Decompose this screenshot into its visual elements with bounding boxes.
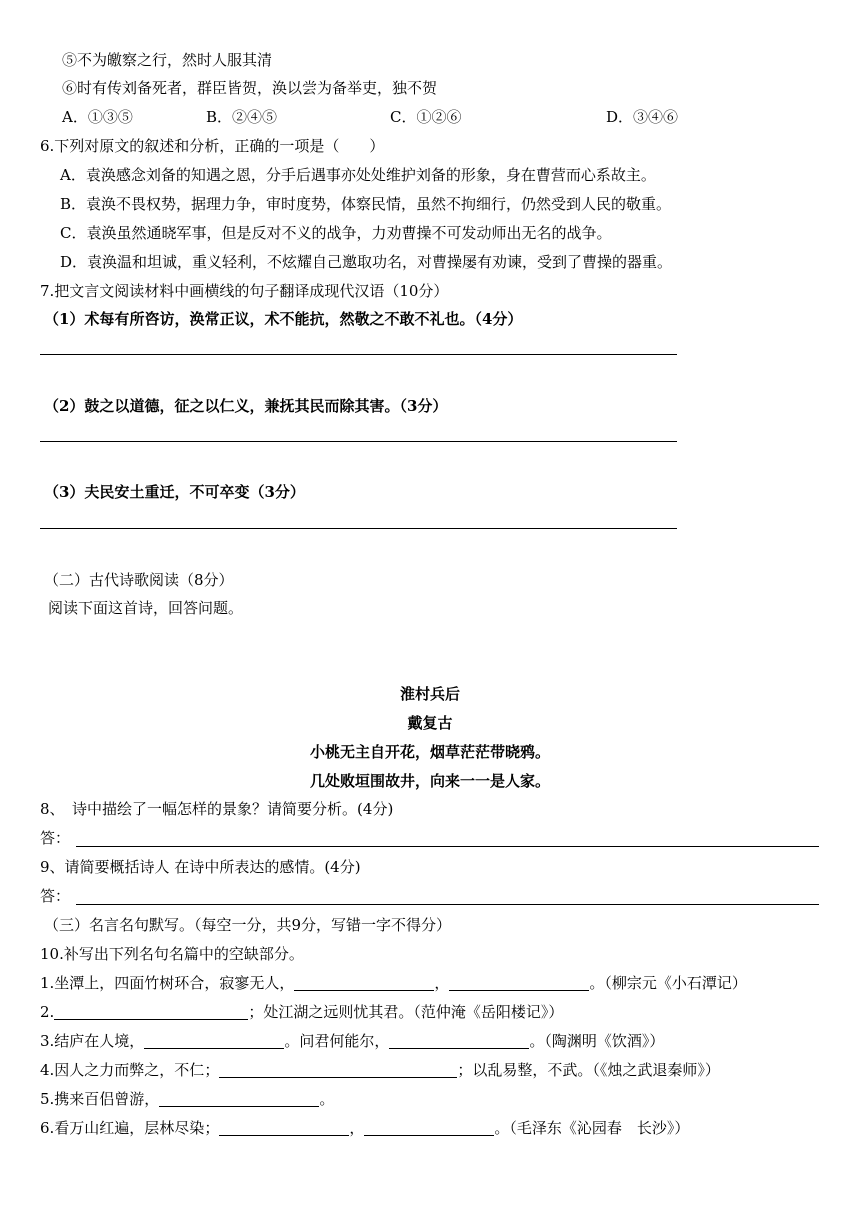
q6-option-c: C．袁涣虽然通晓军事，但是反对不义的战争，力劝曹操不可发动师出无名的战争。	[60, 224, 612, 242]
q6-option-d: D．袁涣温和坦诚，重义轻利，不炫耀自己邀取功名，对曹操屡有劝谏，受到了曹操的器重。	[60, 253, 673, 271]
q9-stem: 9、请简要概括诗人 在诗中所表达的感情。(4分)	[40, 858, 361, 876]
q8-answer-label: 答：	[40, 829, 71, 847]
fill-text: 。问君何能尔，	[284, 1032, 390, 1050]
poem-line-2: 几处败垣围故井，向来一一是人家。	[309, 772, 550, 790]
section-heading: （二）古代诗歌阅读（8分）	[44, 571, 234, 589]
fill-line-4	[40, 1060, 720, 1080]
q5-item-5: ⑤不为皦察之行，然时人服其清	[62, 51, 273, 69]
fill-text: ，	[349, 1119, 365, 1137]
section-heading: （三）名言名句默写。（每空一分，共9分，写错一字不得分）	[44, 916, 452, 934]
fill-text: ；处江湖之远则忧其君。（范仲淹《岳阳楼记》）	[248, 1003, 564, 1021]
fill-line-1	[40, 973, 747, 993]
q5-option-b: B．②④⑤	[206, 108, 278, 126]
fill-line-5	[40, 1089, 334, 1109]
q5-option-d: D．③④⑥	[606, 108, 679, 126]
fill-blank[interactable]	[449, 974, 589, 991]
q7-stem: 7.把文言文阅读材料中画横线的句子翻译成现代汉语（10分）	[40, 282, 449, 300]
fill-text: 。	[319, 1090, 335, 1108]
fill-text: 6.看万山红遍，层林尽染；	[40, 1119, 220, 1137]
fill-blank[interactable]	[294, 974, 434, 991]
poem-line-1: 小桃无主自开花，烟草茫茫带晓鸦。	[309, 743, 550, 761]
answer-line[interactable]	[76, 904, 819, 905]
q5-option-a: A．①③⑤	[62, 108, 133, 126]
q5-item-6: ⑥时有传刘备死者，群臣皆贺，涣以尝为备举吏，独不贺	[62, 79, 438, 97]
q7-item-3: （3）夫民安土重迁，不可卒变（3分）	[44, 483, 305, 501]
answer-line[interactable]	[40, 441, 677, 442]
q6-option-b: B．袁涣不畏权势，据理力争，审时度势，体察民情，虽然不拘细行，仍然受到人民的敬重。	[60, 195, 672, 213]
fill-text: 。（毛泽东《沁园春 长沙》）	[494, 1119, 690, 1137]
fill-text: 1.坐潭上，四面竹树环合，寂寥无人，	[40, 974, 295, 992]
answer-line[interactable]	[40, 528, 677, 529]
fill-text: 2.	[40, 1003, 55, 1021]
fill-blank[interactable]	[219, 1119, 349, 1136]
fill-line-2	[40, 1002, 563, 1022]
fill-blank[interactable]	[219, 1061, 457, 1078]
q9-answer-label: 答：	[40, 887, 71, 905]
answer-line[interactable]	[40, 354, 677, 355]
q6-stem: 6.下列对原文的叙述和分析，正确的一项是（ ）	[40, 137, 385, 155]
fill-blank[interactable]	[54, 1003, 248, 1020]
fill-text: 。（柳宗元《小石潭记）	[589, 974, 747, 992]
fill-text: 4.因人之力而弊之，不仁；	[40, 1061, 220, 1079]
q7-item-2: （2）鼓之以道德，征之以仁义，兼抚其民而除其害。（3分）	[44, 397, 448, 415]
q10-stem: 10.补写出下列名句名篇中的空缺部分。	[40, 945, 304, 963]
fill-text: 。（陶渊明《饮酒》）	[529, 1032, 665, 1050]
fill-line-6	[40, 1118, 689, 1138]
fill-line-3	[40, 1031, 664, 1051]
q7-item-1: （1）术每有所咨访，涣常正议，术不能抗，然敬之不敢不礼也。（4分）	[44, 310, 523, 328]
q5-option-c: C．①②⑥	[390, 108, 462, 126]
fill-text: ；以乱易整，不武。（《烛之武退秦师》）	[457, 1061, 720, 1079]
section-instruction: 阅读下面这首诗，回答问题。	[48, 599, 244, 617]
fill-blank[interactable]	[389, 1032, 529, 1049]
q8-stem: 8、 诗中描绘了一幅怎样的景象？请简要分析。(4分)	[40, 800, 394, 818]
fill-text: 3.结庐在人境，	[40, 1032, 145, 1050]
answer-line[interactable]	[76, 846, 819, 847]
fill-blank[interactable]	[364, 1119, 494, 1136]
q6-option-a: A．袁涣感念刘备的知遇之恩，分手后遇事亦处处维护刘备的形象，身在曹营而心系故主。	[60, 166, 656, 184]
fill-blank[interactable]	[144, 1032, 284, 1049]
fill-text: ，	[434, 974, 450, 992]
fill-blank[interactable]	[159, 1090, 319, 1107]
poem-author: 戴复古	[407, 714, 453, 732]
fill-text: 5.携来百侣曾游，	[40, 1090, 160, 1108]
poem-title: 淮村兵后	[399, 685, 460, 703]
